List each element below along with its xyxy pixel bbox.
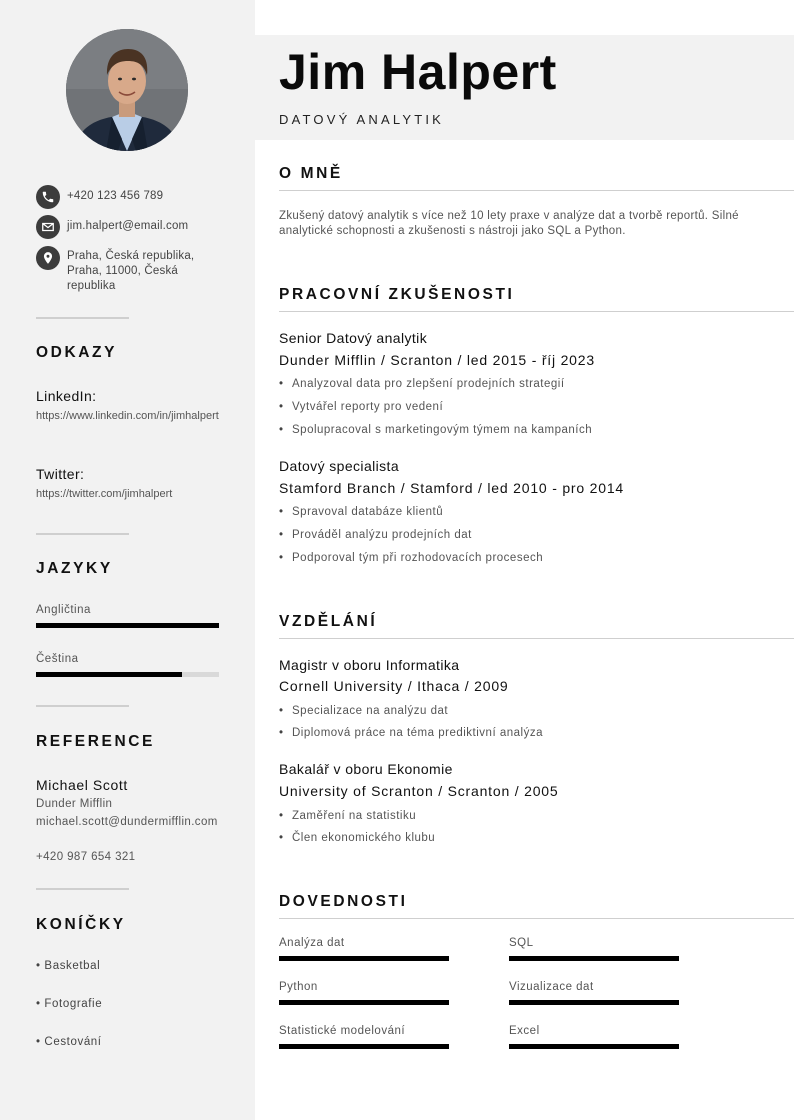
skill-name: SQL	[509, 937, 534, 949]
address-text: Praha, Česká republika, Praha, 11000, Česká republika	[67, 250, 195, 292]
divider	[36, 705, 129, 707]
hobby-item: • Fotografie	[36, 998, 103, 1010]
skill-level-fill	[279, 1044, 449, 1049]
skill-level-bar	[279, 1044, 449, 1049]
divider	[36, 888, 129, 890]
hobbies-heading: KONÍČKY	[36, 916, 126, 933]
hobby-item: • Basketbal	[36, 960, 101, 972]
divider	[36, 317, 129, 319]
phone-text: +420 123 456 789	[67, 190, 164, 202]
skill-level-fill	[509, 1000, 679, 1005]
language-level-bar	[36, 623, 219, 628]
skill-level-fill	[509, 956, 679, 961]
job-position: Senior Datový analytik	[279, 330, 428, 346]
links-heading: ODKAZY	[36, 344, 118, 361]
hobby-label: Basketbal	[44, 960, 101, 972]
twitter-url[interactable]: https://twitter.com/jimhalpert	[36, 488, 173, 500]
section-divider	[279, 311, 794, 312]
education-degree: Bakalář v oboru Ekonomie	[279, 761, 453, 777]
sidebar	[0, 0, 255, 1120]
skill-name: Python	[279, 981, 318, 993]
job-company-line: Stamford Branch / Stamford / led 2010 - pro 2014	[279, 480, 625, 496]
about-text: Zkušený datový analytik s více než 10 lety praxe v analýze dat a tvorbě reportů. Silné analytické schopnosti a zkušenosti s nástroji jako SQL a Python.	[279, 210, 739, 237]
reference-name: Michael Scott	[36, 777, 128, 793]
education-degree: Magistr v oboru Informatika	[279, 657, 460, 673]
contact-phone	[36, 185, 163, 209]
skill-name: Vizualizace dat	[509, 981, 594, 993]
job-bullet: • Spolupracoval s marketingovým týmem na kampaních	[279, 424, 592, 436]
profile-photo	[66, 29, 188, 151]
education-bullet: • Diplomová práce na téma prediktivní analýza	[279, 727, 543, 739]
twitter-label: Twitter:	[36, 466, 85, 482]
hobby-item: • Cestování	[36, 1036, 102, 1048]
experience-heading: PRACOVNÍ ZKUŠENOSTI	[279, 286, 515, 303]
skill-level-bar	[279, 956, 449, 961]
skill-level-bar	[509, 956, 679, 961]
education-bullet: • Člen ekonomického klubu	[279, 832, 435, 844]
job-bullet: • Podporoval tým při rozhodovacích procesech	[279, 552, 543, 564]
hobby-label: Cestování	[44, 1036, 102, 1048]
reference-company: Dunder Mifflin	[36, 798, 113, 810]
job-company-line: Dunder Mifflin / Scranton / led 2015 - říj 2023	[279, 352, 595, 368]
skill-level-bar	[279, 1000, 449, 1005]
skill-level-fill	[509, 1044, 679, 1049]
education-school-line: Cornell University / Ithaca / 2009	[279, 678, 509, 694]
divider	[36, 533, 129, 535]
skill-level-fill	[279, 956, 449, 961]
reference-email[interactable]: michael.scott@dundermifflin.com	[36, 816, 218, 828]
section-divider	[279, 190, 794, 191]
job-bullet: • Vytvářel reporty pro vedení	[279, 401, 443, 413]
envelope-icon	[36, 215, 60, 239]
contact-email	[36, 215, 188, 239]
section-divider	[279, 638, 794, 639]
education-school-line: University of Scranton / Scranton / 2005	[279, 783, 559, 799]
about-heading: O MNĚ	[279, 165, 343, 182]
language-level-fill	[36, 672, 182, 677]
contact-address	[36, 246, 226, 294]
skill-name: Analýza dat	[279, 937, 345, 949]
language-level-bar	[36, 672, 219, 677]
skills-heading: DOVEDNOSTI	[279, 893, 408, 910]
reference-heading: REFERENCE	[36, 733, 155, 750]
skill-level-bar	[509, 1044, 679, 1049]
location-pin-icon	[36, 246, 60, 270]
education-bullet: • Specializace na analýzu dat	[279, 705, 448, 717]
hobby-label: Fotografie	[44, 998, 103, 1010]
skill-level-bar	[509, 1000, 679, 1005]
skill-level-fill	[279, 1000, 449, 1005]
languages-heading: JAZYKY	[36, 560, 113, 577]
job-bullet: • Analyzoval data pro zlepšení prodejních strategií	[279, 378, 565, 390]
education-heading: VZDĚLÁNÍ	[279, 613, 378, 630]
job-position: Datový specialista	[279, 458, 400, 474]
education-bullet: • Zaměření na statistiku	[279, 810, 416, 822]
language-name: Čeština	[36, 653, 79, 665]
skill-name: Excel	[509, 1025, 540, 1037]
job-bullet: • Prováděl analýzu prodejních dat	[279, 529, 472, 541]
linkedin-label: LinkedIn:	[36, 388, 97, 404]
candidate-title: DATOVÝ ANALYTIK	[279, 112, 445, 127]
reference-phone: +420 987 654 321	[36, 851, 136, 863]
language-name: Angličtina	[36, 604, 91, 616]
phone-icon	[36, 185, 60, 209]
candidate-name: Jim Halpert	[279, 44, 557, 100]
linkedin-url[interactable]: https://www.linkedin.com/in/jimhalpert	[36, 410, 219, 422]
job-bullet: • Spravoval databáze klientů	[279, 506, 443, 518]
email-text: jim.halpert@email.com	[67, 220, 189, 232]
section-divider	[279, 918, 794, 919]
skill-name: Statistické modelování	[279, 1025, 406, 1037]
profile-photo-illustration	[66, 29, 188, 151]
language-level-fill	[36, 623, 219, 628]
